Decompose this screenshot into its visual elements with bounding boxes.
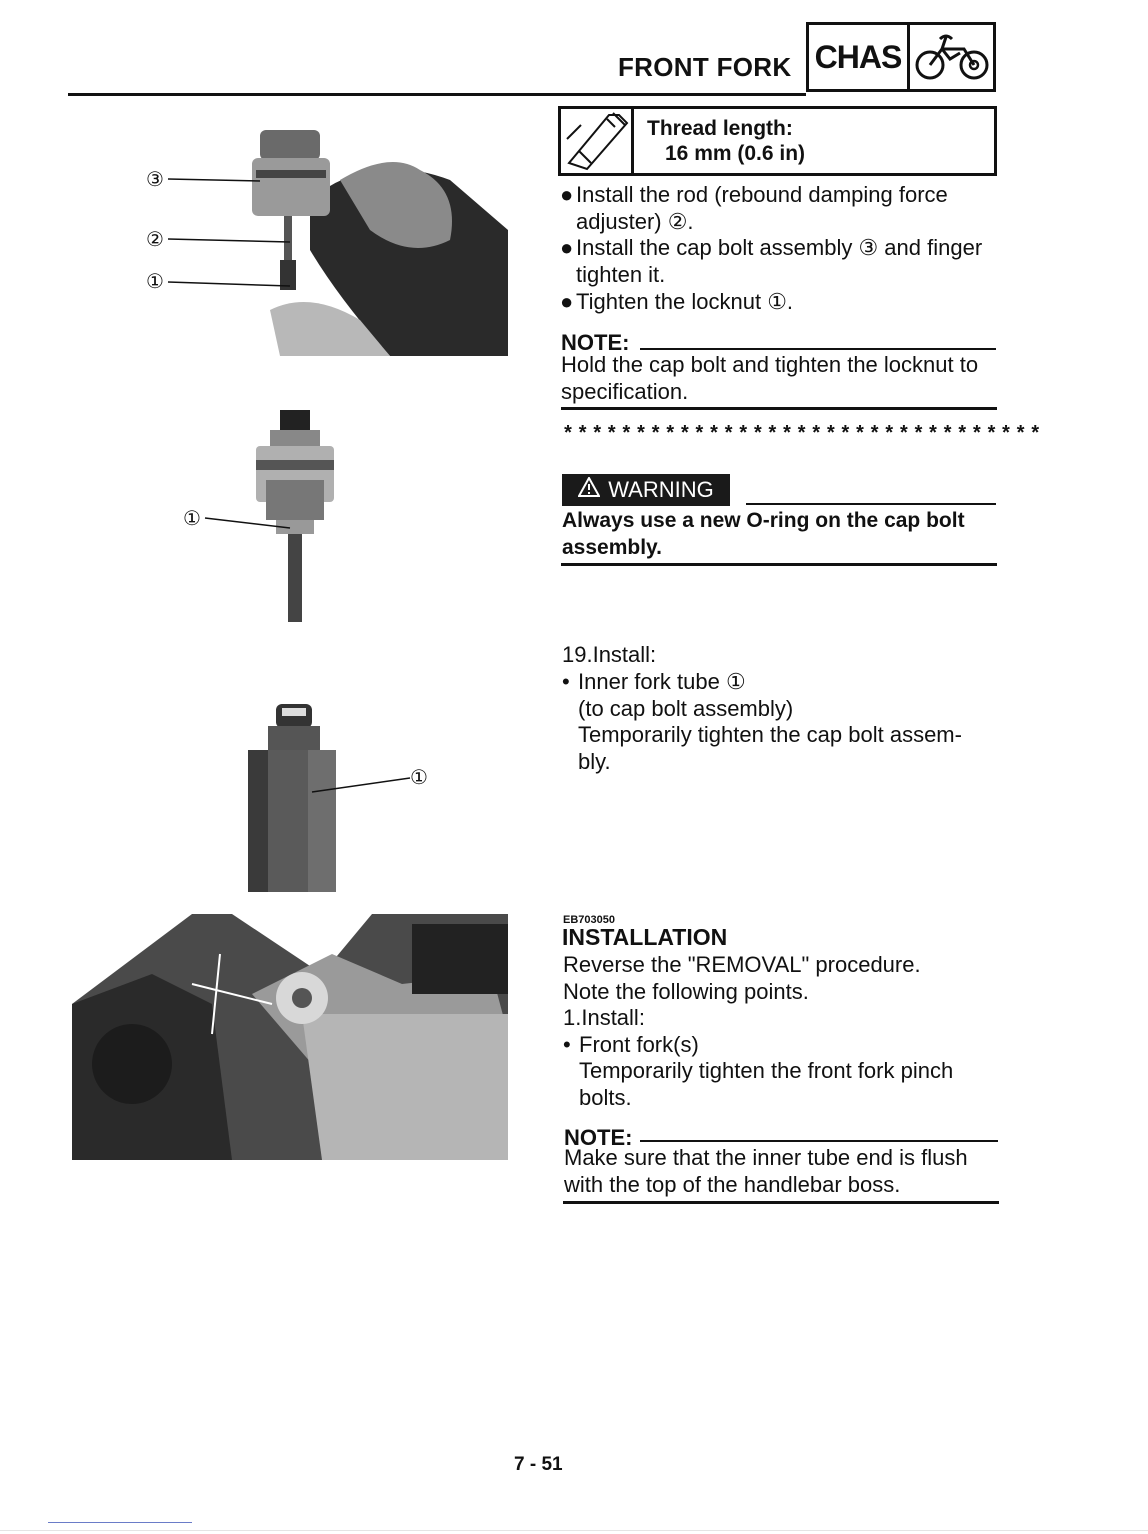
step-item: ● Tighten the locknut ①. xyxy=(560,289,794,314)
bike-icon xyxy=(910,25,993,89)
section-label: CHAS xyxy=(809,25,910,89)
callout-2: ② xyxy=(146,227,164,251)
step-text: bly. xyxy=(578,749,611,774)
step-item: ● Install the rod (rebound damping force adjuster) ②. xyxy=(560,182,948,234)
footer-rule xyxy=(0,1530,1148,1531)
page-title: FRONT FORK xyxy=(618,52,792,82)
separator-stars: ********************************* xyxy=(562,424,1044,447)
spec-value: 16 mm (0.6 in) xyxy=(665,142,806,165)
warning-label: WARNING xyxy=(608,477,714,502)
note-heading: NOTE: xyxy=(564,1125,633,1150)
step-heading: 19.Install: xyxy=(562,642,657,667)
callout-1: ① xyxy=(183,506,201,530)
note-heading: NOTE: xyxy=(561,330,630,355)
note-text: specification. xyxy=(561,379,689,404)
warning-text: assembly. xyxy=(562,536,663,559)
callout-1: ① xyxy=(410,765,428,789)
note-rule xyxy=(640,348,996,350)
step-text: Temporarily tighten the front fork pinch xyxy=(579,1058,954,1083)
footer-link-line xyxy=(48,1522,192,1523)
bullet-dot: • xyxy=(563,1032,571,1057)
warning-rule xyxy=(746,503,996,505)
warning-end-rule xyxy=(561,563,997,566)
note-end-rule xyxy=(563,1201,999,1204)
section-code: EB703050 xyxy=(563,914,615,926)
step-text: (to cap bolt assembly) xyxy=(578,696,794,721)
section-badge xyxy=(806,22,996,92)
step-item: ● Install the cap bolt assembly ③ and finger tighten it. xyxy=(560,235,983,287)
page-number: 7 - 51 xyxy=(514,1454,563,1475)
callout-leaders xyxy=(0,0,520,900)
body-text: Reverse the "REMOVAL" procedure. xyxy=(563,952,921,977)
warning-text: Always use a new O-ring on the cap bolt xyxy=(562,509,965,532)
note-end-rule xyxy=(561,407,997,410)
note-rule xyxy=(640,1140,998,1142)
body-text: Note the following points. xyxy=(563,979,809,1004)
warning-triangle-icon xyxy=(578,477,600,503)
callout-1: ① xyxy=(146,269,164,293)
note-text: with the top of the handlebar boss. xyxy=(564,1172,901,1197)
caliper-icon xyxy=(561,109,634,173)
step-item: Front fork(s) xyxy=(579,1032,699,1057)
spec-label: Thread length: xyxy=(647,117,793,140)
callout-3: ③ xyxy=(146,167,164,191)
bullet-dot: • xyxy=(562,669,570,694)
spec-box xyxy=(558,106,997,176)
note-text: Make sure that the inner tube end is flush xyxy=(564,1145,968,1170)
photo-fork-installation xyxy=(72,914,508,1160)
section-title: INSTALLATION xyxy=(562,924,728,950)
note-text: Hold the cap bolt and tighten the locknut to xyxy=(561,352,979,377)
body-text: 1.Install: xyxy=(563,1005,645,1030)
step-text: bolts. xyxy=(579,1085,632,1110)
warning-badge xyxy=(562,474,730,506)
step-text: Temporarily tighten the cap bolt assem- xyxy=(578,722,962,747)
step-item: Inner fork tube ① xyxy=(578,669,746,694)
